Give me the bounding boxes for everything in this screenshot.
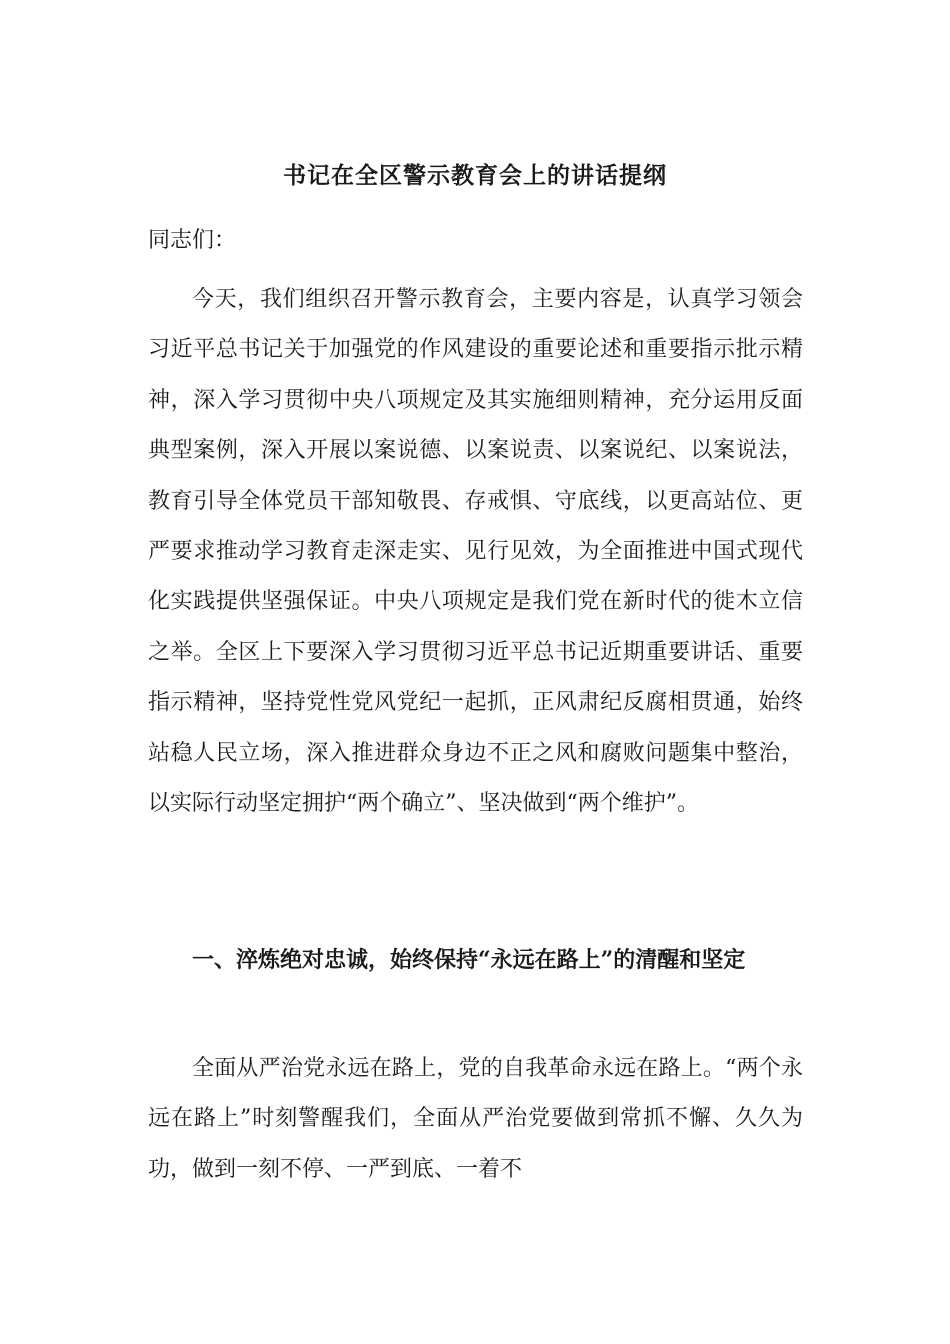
intro-paragraph: 今天，我们组织召开警示教育会，主要内容是，认真学习领会习近平总书记关于加强党的作风建设的重要论述和重要指示批示精神，深入学习贯彻中央八项规定及其实施细则精神，充分运用反面典型案例，深入开展以案说德、以案说责、以案说纪、以案说法，教育引导全体党员干部知敬畏、存戒惧、守底线，以更高站位、更严要求推动学习教育走深走实、见行见效，为全面推进中国式现代化实践提供坚强保证。中央八项规定是我们党在新时代的徙木立信之举。全区上下要深入学习贯彻习近平总书记近期重要讲话、重要指示精神，坚持党性党风党纪一起抓，正风肃纪反腐相贯通，始终站稳人民立场，深入推进群众身边不正之风和腐败问题集中整治，以实际行动坚定拥护“两个确立”、坚决做到“两个维护”。 (148, 287, 803, 817)
section-1-heading: 一、淬炼绝对忠诚，始终保持“永远在路上”的清醒和坚定 (192, 947, 746, 973)
section-1-paragraph: 全面从严治党永远在路上，党的自我革命永远在路上。“两个永远在路上”时刻警醒我们，全面从严治党要做到常抓不懈、久久为功，做到一刻不停、一严到底、一着不 (148, 1056, 803, 1182)
document-title: 书记在全区警示教育会上的讲话提纲 (283, 162, 667, 189)
salutation: 同志们： (148, 228, 237, 253)
